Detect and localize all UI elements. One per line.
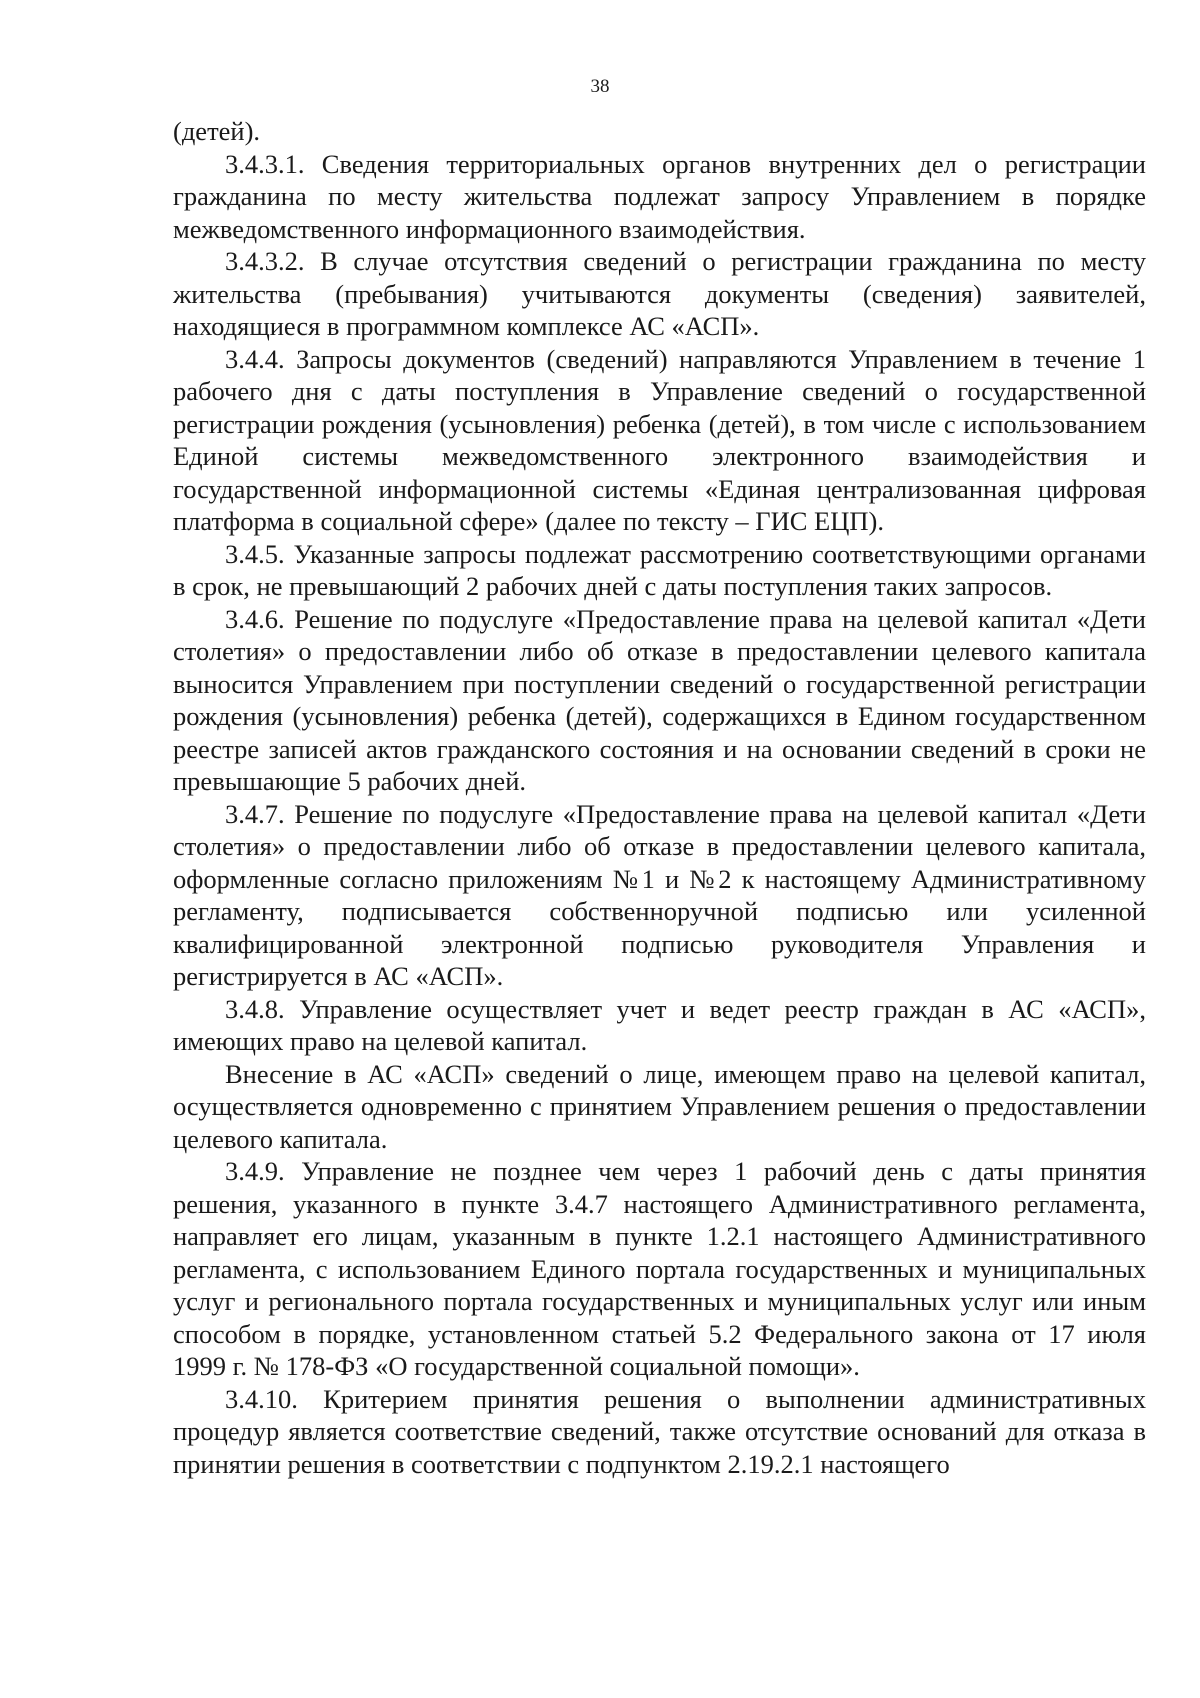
paragraph-3-4-3-2: 3.4.3.2. В случае отсутствия сведений о регистрации гражданина по месту жительства (пребывания) учитываются документы (сведения) заявителей, находящиеся в программном комплексе АС «АСП». <box>173 246 1146 341</box>
paragraph-3-4-10: 3.4.10. Критерием принятия решения о выполнении административных процедур является соответствие сведений, также отсутствие оснований для отказа в принятии решения в соответствии с подпунктом 2.19.2.1 настоящего <box>173 1383 1146 1479</box>
paragraph-3-4-6: 3.4.6. Решение по подуслуге «Предоставление права на целевой капитал «Дети столетия» о предоставлении либо об отказе в предоставлении целевого капитала выносится Управлением при поступлении сведений о государственной регистрации рождения (усыновления) ребенка (детей), содержащихся в Едином государственном реестре записей актов гражданского состояния и на основании сведений в сроки не превышающие 5 рабочих дней. <box>173 603 1146 796</box>
paragraph-3-4-8: 3.4.8. Управление осуществляет учет и ведет реестр граждан в АС «АСП», имеющих право на целевой капитал. <box>173 993 1146 1056</box>
paragraph-3-4-5: 3.4.5. Указанные запросы подлежат рассмотрению соответствующими органами в срок, не превышающий 2 рабочих дней с даты поступления таких запросов. <box>173 538 1146 601</box>
paragraph-3-4-4: 3.4.4. Запросы документов (сведений) направляются Управлением в течение 1 рабочего дня с даты поступления в Управление сведений о государственной регистрации рождения (усыновления) ребенка (детей), в том числе с использованием Единой системы межведомственного электронного взаимодействия и государственной информационной системы «Единая централизованная цифровая платформа в социальной сфере» (далее по тексту – ГИС ЕЦП). <box>173 343 1146 536</box>
paragraph-continuation: (детей). <box>173 116 261 146</box>
page-number: 38 <box>590 76 610 97</box>
document-body <box>173 115 1146 1480</box>
paragraph-registry-entry: Внесение в АС «АСП» сведений о лице, имеющем право на целевой капитал, осуществляется одновременно с принятием Управлением решения о предоставлении целевого капитала. <box>173 1058 1146 1154</box>
paragraph-3-4-7: 3.4.7. Решение по подуслуге «Предоставление права на целевой капитал «Дети столетия» о предоставлении либо об отказе в предоставлении целевого капитала, оформленные согласно приложениям №1 и №2 к настоящему Административному регламенту, подписывается собственноручной подписью или усиленной квалифицированной электронной подписью руководителя Управления и регистрируется в АС «АСП». <box>173 798 1146 991</box>
paragraph-3-4-9: 3.4.9. Управление не позднее чем через 1 рабочий день с даты принятия решения, указанного в пункте 3.4.7 настоящего Административного регламента, направляет его лицам, указанным в пункте 1.2.1 настоящего Административного регламента, с использованием Единого портала государственных и муниципальных услуг и регионального портала государственных и муниципальных услуг или иным способом в порядке, установленном статьей 5.2 Федерального закона от 17 июля 1999 г. № 178-ФЗ «О государственной социальной помощи». <box>173 1156 1146 1381</box>
paragraph-3-4-3-1: 3.4.3.1. Сведения территориальных органов внутренних дел о регистрации гражданина по месту жительства подлежат запросу Управлением в порядке межведомственного информационного взаимодействия. <box>173 148 1146 244</box>
